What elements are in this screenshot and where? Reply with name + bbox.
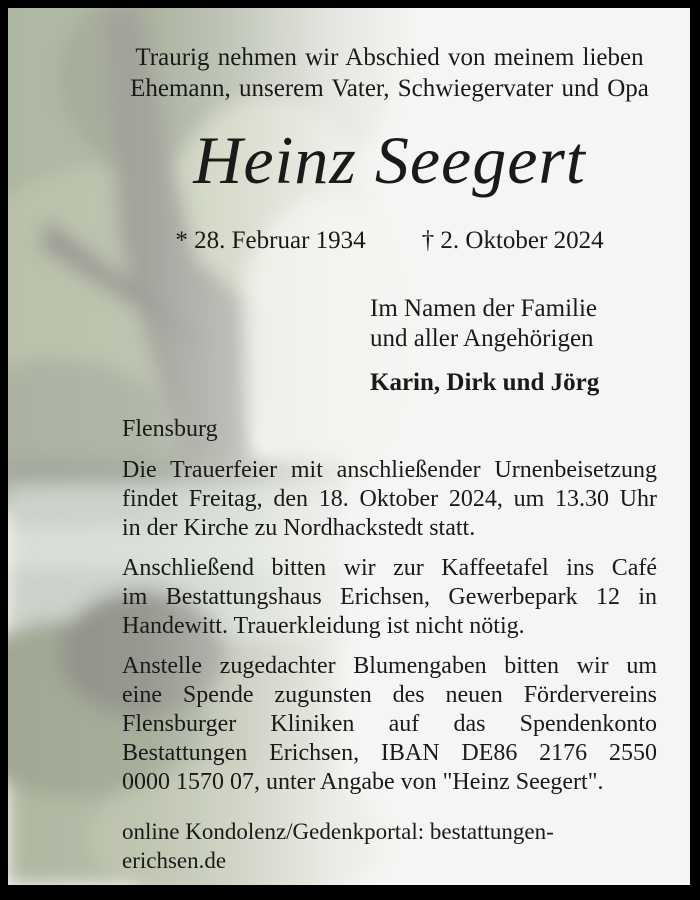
- intro-line-1: Traurig nehmen wir Abschied von meinem lieben: [135, 44, 644, 71]
- paragraph-line: Bestattungen Erichsen, IBAN DE86 2176 2550: [122, 740, 657, 766]
- online-condolence-footer: online Kondolenz/Gedenkportal: bestattungen-erichsen.de: [122, 819, 554, 873]
- obituary-notice: [8, 8, 690, 885]
- paragraph-line: Die Trauerfeier mit anschließender Urnenbeisetzung: [122, 457, 657, 483]
- paragraph-line: eine Spende zugunsten des neuen Fördervereins: [122, 682, 657, 708]
- notice-content: [122, 8, 657, 875]
- intro-text: [122, 42, 657, 104]
- coffee-reception-paragraph: [122, 554, 657, 641]
- deceased-name: Heinz Seegert: [193, 122, 586, 198]
- paragraph-line: Flensburger Kliniken auf das Spendenkonto: [122, 711, 657, 737]
- paragraph-line: 0000 1570 07, unter Angabe von "Heinz Seegert".: [122, 769, 604, 795]
- paragraph-line: in der Kirche zu Nordhackstedt statt.: [122, 515, 476, 541]
- mourners-names: Karin, Dirk und Jörg: [370, 369, 600, 396]
- paragraph-line: Anschließend bitten wir zur Kaffeetafel ins Café: [122, 555, 657, 581]
- donation-paragraph: [122, 652, 657, 797]
- city-name: Flensburg: [122, 416, 218, 442]
- death-date: † 2. Oktober 2024: [421, 227, 604, 254]
- life-dates: [122, 226, 657, 256]
- family-intro-line-1: Im Namen der Familie: [370, 295, 598, 322]
- paragraph-line: Handewitt. Trauerkleidung ist nicht nötig.: [122, 613, 525, 639]
- paragraph-line: im Bestattungshaus Erichsen, Gewerbepark 12 in: [122, 584, 657, 610]
- intro-line-2: Ehemann, unserem Vater, Schwiegervater und Opa: [130, 75, 649, 102]
- funeral-details-paragraph: [122, 456, 657, 543]
- birth-date: * 28. Februar 1934: [175, 227, 366, 254]
- paragraph-line: findet Freitag, den 18. Oktober 2024, um 13.30 Uhr: [122, 486, 657, 512]
- family-intro: [370, 294, 657, 354]
- family-intro-line-2: und aller Angehörigen: [370, 325, 594, 352]
- paragraph-line: Anstelle zugedachter Blumengaben bitten wir um: [122, 653, 657, 679]
